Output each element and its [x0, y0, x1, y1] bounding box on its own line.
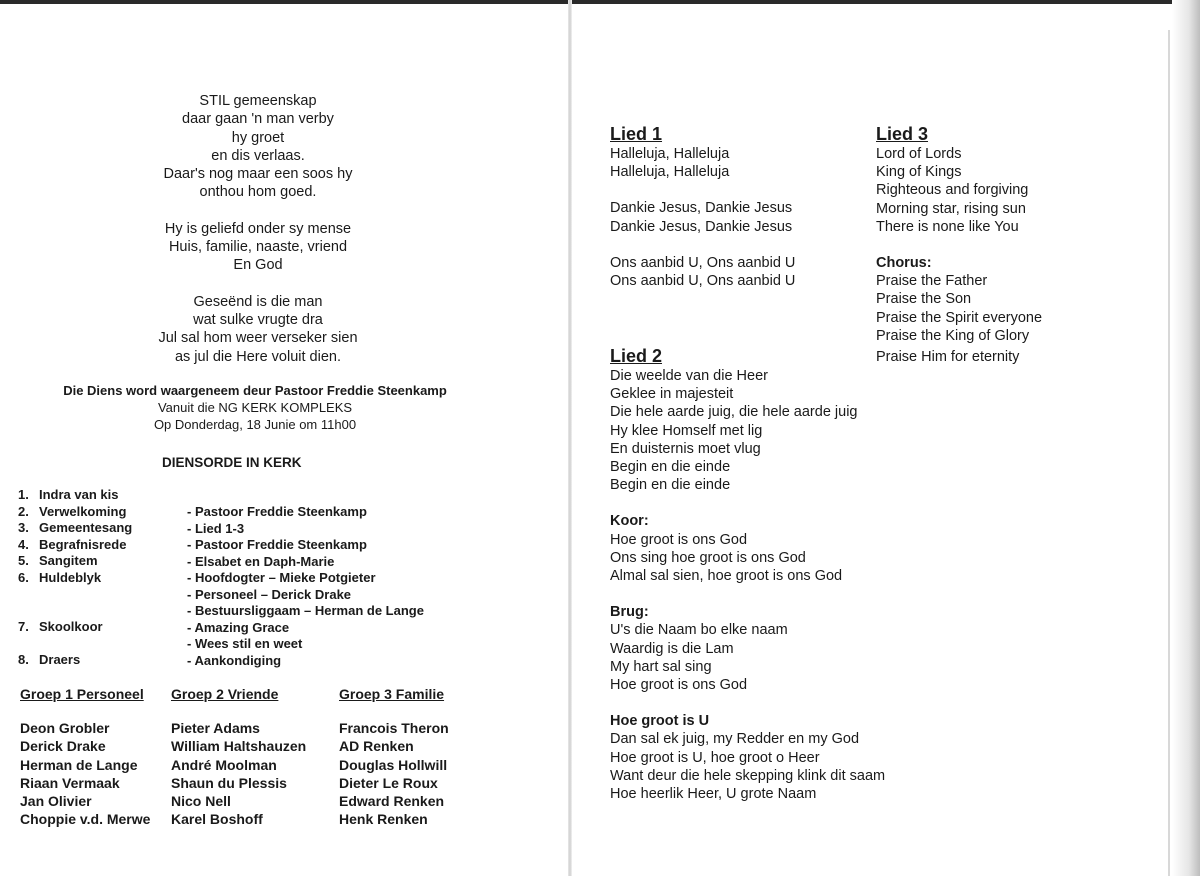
- lyric-line: Hy klee Homself met lig: [610, 422, 763, 439]
- lyric-line: Hoe heerlik Heer, U grote Naam: [610, 786, 817, 803]
- lyric-line: Die hele aarde juig, die hele aarde juig: [610, 404, 858, 421]
- lyric-line: My hart sal sing: [610, 658, 712, 675]
- poem-line: onthou hom goed.: [199, 184, 317, 201]
- order-item-label: Huldeblyk: [39, 569, 102, 585]
- group-member: Choppie v.d. Merwe: [20, 811, 151, 828]
- order-item-number: 5.: [18, 553, 29, 568]
- lyric-line: Hoe groot is ons God: [610, 677, 748, 694]
- lied-2: [610, 345, 885, 803]
- poem-line: hy groet: [231, 129, 285, 146]
- memorial-poem: [120, 92, 396, 384]
- group-member: Dieter Le Roux: [339, 774, 438, 791]
- poem-line: daar gaan 'n man verby: [182, 111, 334, 128]
- lyric-line: Ons sing hoe groot is ons God: [610, 549, 806, 566]
- group-member: Pieter Adams: [171, 720, 260, 736]
- group-member: Shaun du Plessis: [171, 774, 287, 791]
- order-item-label: Skoolkoor: [39, 619, 103, 634]
- lyric-line: Halleluja, Halleluja: [610, 146, 730, 162]
- lyric-line: There is none like You: [876, 218, 1019, 235]
- service-officiant: Die Diens word waargeneem deur Pastoor Freddie Steenkamp: [63, 383, 447, 398]
- lyric-line: Ons aanbid U, Ons aanbid U: [610, 254, 796, 271]
- lied-1: [610, 123, 795, 290]
- group-member: Nico Nell: [171, 793, 231, 810]
- lyric-line: Hoe groot is U, hoe groot o Heer: [610, 749, 820, 766]
- lyric-line: Begin en die einde: [610, 459, 731, 476]
- order-detail: - Pastoor Freddie Steenkamp: [187, 537, 367, 552]
- lied-2-title: Lied 2: [610, 346, 663, 366]
- lied-3-title: Lied 3: [876, 124, 929, 144]
- service-venue: Vanuit die NG KERK KOMPLEKS: [157, 400, 353, 415]
- lyric-line: Ons aanbid U, Ons aanbid U: [610, 273, 796, 290]
- order-item-label: Gemeentesang: [39, 520, 133, 535]
- scan-right-shadow: [1172, 0, 1200, 876]
- poem-stanza-3: [120, 293, 396, 366]
- order-item: [18, 553, 98, 568]
- service-info: [20, 382, 490, 433]
- page-edge: [1168, 30, 1170, 876]
- poem-stanza-1: [120, 92, 396, 202]
- lyric-line: Hoe groot is ons God: [610, 531, 748, 548]
- group-member: André Moolman: [171, 756, 277, 773]
- group-member: Edward Renken: [339, 793, 445, 810]
- order-detail: - Wees stil en weet: [187, 636, 303, 651]
- order-item-label: Begrafnisrede: [39, 536, 127, 552]
- lied-1-title: Lied 1: [610, 124, 663, 144]
- chorus-label: Chorus:: [876, 255, 932, 272]
- order-item-number: 8.: [18, 652, 29, 667]
- poem-line: STIL gemeenskap: [199, 93, 317, 109]
- order-item: [18, 487, 118, 502]
- order-item-label: Indra van kis: [39, 487, 119, 502]
- poem-line: wat sulke vrugte dra: [193, 311, 323, 328]
- lyric-line: Dankie Jesus, Dankie Jesus: [610, 200, 793, 217]
- lyric-line: Praise the Son: [876, 291, 972, 308]
- group-2: [171, 686, 306, 829]
- service-date: Op Donderdag, 18 Junie om 11h00: [153, 417, 357, 432]
- lyric-line: Praise the Father: [876, 273, 988, 290]
- lyric-line: Want deur die hele skepping klink dit saam: [610, 767, 886, 784]
- lyric-line: Waardig is die Lam: [610, 640, 734, 657]
- lyric-line: Begin en die einde: [610, 477, 731, 494]
- koor-label: Koor:: [610, 513, 649, 530]
- group-title: Groep 3 Familie: [339, 686, 445, 702]
- lyric-line: Praise Him for eternity: [876, 349, 1020, 366]
- poem-line: en dis verlaas.: [211, 147, 305, 164]
- order-item-number: 6.: [18, 569, 29, 585]
- poem-line: Daar's nog maar een soos hy: [163, 166, 353, 183]
- poem-line: Jul sal hom weer verseker sien: [158, 330, 358, 347]
- order-detail: - Hoofdogter – Mieke Potgieter: [187, 570, 376, 585]
- group-member: Douglas Hollwill: [339, 756, 448, 773]
- group-member: Karel Boshoff: [171, 811, 263, 828]
- lyric-line: Morning star, rising sun: [876, 200, 1026, 217]
- order-detail: - Amazing Grace: [187, 619, 290, 635]
- brug-label: Brug:: [610, 604, 649, 621]
- order-item: [18, 520, 132, 535]
- group-member: Derick Drake: [20, 738, 106, 755]
- order-item-number: 1.: [18, 487, 29, 502]
- order-item-number: 3.: [18, 520, 29, 535]
- order-item-label: Verwelkoming: [39, 503, 127, 519]
- group-member: Jan Olivier: [20, 793, 92, 810]
- group-member: Riaan Vermaak: [20, 774, 120, 791]
- poem-line: Huis, familie, naaste, vriend: [168, 239, 348, 256]
- order-item-number: 2.: [18, 503, 29, 519]
- poem-line: En God: [233, 257, 283, 274]
- poem-line: Hy is geliefd onder sy mense: [164, 220, 352, 237]
- order-item-number: 4.: [18, 536, 29, 552]
- lyric-line: Halleluja, Halleluja: [610, 164, 730, 181]
- lyric-line: Lord of Lords: [876, 146, 962, 162]
- order-item: [18, 619, 103, 634]
- lyric-line: En duisternis moet vlug: [610, 440, 761, 457]
- order-item: [18, 652, 80, 667]
- group-3: [339, 686, 449, 829]
- lyric-line: King of Kings: [876, 164, 962, 181]
- group-member: William Haltshauzen: [171, 738, 307, 755]
- group-member: Herman de Lange: [20, 756, 138, 773]
- lyric-line: Praise the Spirit everyone: [876, 309, 1043, 326]
- lyric-line: Righteous and forgiving: [876, 182, 1029, 199]
- group-member: Francois Theron: [339, 720, 449, 736]
- order-detail: - Personeel – Derick Drake: [187, 586, 352, 602]
- order-detail: - Elsabet en Daph-Marie: [187, 553, 335, 569]
- order-item: [18, 537, 126, 552]
- order-detail: - Aankondiging: [187, 652, 282, 668]
- lyric-line: Dankie Jesus, Dankie Jesus: [610, 218, 793, 235]
- poem-line: as jul die Here voluit dien.: [174, 348, 342, 365]
- order-item-number: 7.: [18, 619, 29, 634]
- order-of-service-title: DIENSORDE IN KERK: [162, 455, 302, 470]
- group-member: Henk Renken: [339, 811, 428, 828]
- lied-3: [876, 123, 1042, 366]
- lyric-line: Dan sal ek juig, my Redder en my God: [610, 731, 860, 748]
- lyric-line: U's die Naam bo elke naam: [610, 622, 788, 639]
- group-title: Groep 1 Personeel: [20, 686, 144, 702]
- order-detail: - Pastoor Freddie Steenkamp: [187, 504, 367, 519]
- booklet-spine: [568, 0, 572, 876]
- order-detail: - Bestuursliggaam – Herman de Lange: [187, 603, 424, 618]
- lyric-line: Almal sal sien, hoe groot is ons God: [610, 568, 843, 585]
- poem-line: Geseënd is die man: [193, 293, 323, 310]
- order-item: [18, 504, 126, 519]
- lyric-line: Geklee in majesteit: [610, 386, 734, 403]
- order-item-label: Sangitem: [39, 553, 98, 568]
- group-member: Deon Grobler: [20, 720, 110, 736]
- lyric-line: Die weelde van die Heer: [610, 368, 768, 384]
- group-member: AD Renken: [339, 738, 414, 755]
- group-title: Groep 2 Vriende: [171, 686, 279, 702]
- scan-top-edge: [0, 0, 1200, 4]
- lyric-line: Praise the King of Glory: [876, 327, 1030, 344]
- poem-stanza-2: [120, 220, 396, 275]
- order-detail: - Lied 1-3: [187, 520, 245, 536]
- order-item: [18, 570, 101, 585]
- group-1: [20, 686, 150, 829]
- hoe-groot-label: Hoe groot is U: [610, 713, 710, 730]
- order-item-label: Draers: [39, 652, 81, 667]
